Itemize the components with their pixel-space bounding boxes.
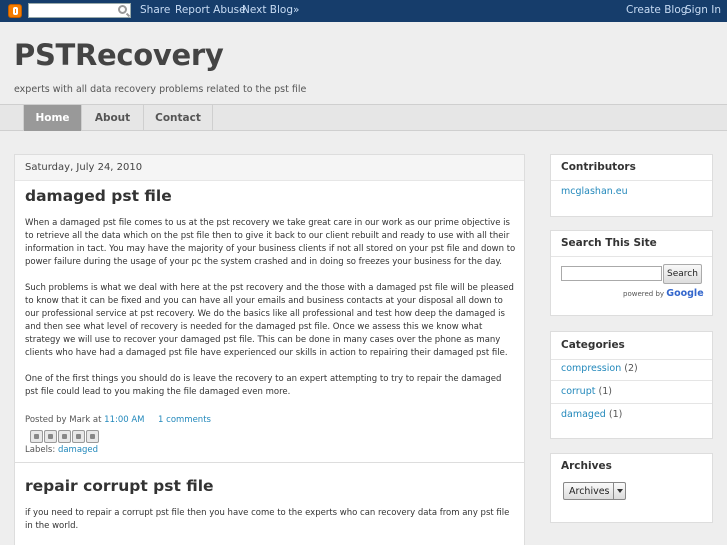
next-blog-link[interactable]: Next Blog»: [242, 4, 300, 16]
post-divider: [15, 462, 525, 463]
categories-widget: [550, 331, 713, 439]
post-body: [25, 507, 517, 545]
blogger-logo-icon[interactable]: [8, 4, 22, 18]
posted-by: Posted by Mark at: [25, 415, 102, 425]
widget-divider: [551, 359, 712, 360]
categories-title: Categories: [561, 339, 625, 351]
widget-divider: [551, 380, 712, 381]
post-time-link[interactable]: 11:00 AM: [104, 415, 145, 425]
share-link[interactable]: Share: [140, 4, 171, 16]
labels-prefix: Labels:: [25, 445, 56, 455]
post-paragraph: Such problems is what we deal with here at the pst recovery and the those with a damaged pst file will be pleased to know that it can be fixed and you can have all your emails and business contacts at your disposal all down to our professional service at pst recovery. We do the basics like all professional and test how deep the damaged is and then see what level of recovery is needed for the damaged pst file. Once we assess this we know what strategy we will use to recover your damaged pst file. This can be done in many cases over the phone as many clients who have had a damaged pst file have experienced our skills in action to repairing their damaged pst file.: [25, 283, 514, 358]
comments-link[interactable]: 1 comments: [158, 415, 211, 425]
post-paragraph: One of the first things you should do is leave the recovery to an expert attempting to try to repair the damaged pst file could lead to you making the file damaged even more.: [25, 374, 502, 397]
search-button[interactable]: Search: [663, 264, 702, 284]
contributor-item: [561, 186, 628, 197]
category-item: [561, 386, 612, 397]
widget-divider: [551, 180, 712, 181]
category-count: (1): [598, 386, 612, 397]
blog-title[interactable]: PSTRecovery: [14, 38, 224, 72]
report-abuse-link[interactable]: Report Abuse: [175, 4, 246, 16]
widget-divider: [551, 403, 712, 404]
post-meta: [25, 415, 211, 425]
google-logo-icon: Google: [666, 288, 704, 299]
search-widget-title: Search This Site: [561, 237, 657, 249]
category-link-compression[interactable]: compression: [561, 363, 622, 374]
share-buttons: [30, 430, 99, 443]
post-paragraph: if you need to repair a corrupt pst file then you have come to the experts who can recovery data from any pst file in the world.: [25, 508, 510, 531]
email-share-icon[interactable]: [30, 430, 43, 443]
category-count: (2): [624, 363, 638, 374]
post-labels: [25, 445, 98, 455]
chevron-down-icon[interactable]: [613, 483, 625, 499]
archives-widget: [550, 453, 713, 523]
site-search-input[interactable]: [561, 266, 662, 281]
post-title[interactable]: repair corrupt pst file: [25, 477, 214, 495]
powered-by-text: powered by: [623, 290, 665, 298]
post-paragraph: When a damaged pst file comes to us at the pst recovery we take great care in our work as our prime objective is to retrieve all the data which on the pst file then to give it back to our client rebuilt and ready to use with all their information in tact. You may have the majority of your business clients if not all stored on your pst file and down to power failure during the usage of your pc the system crashed and in doing so freezes your business for the day.: [25, 218, 516, 267]
blogger-navbar: [0, 0, 727, 22]
post-body: [25, 217, 517, 412]
category-link-damaged[interactable]: damaged: [561, 409, 606, 420]
create-blog-link[interactable]: Create Blog: [626, 4, 688, 16]
category-item: [561, 409, 622, 420]
twitter-share-icon[interactable]: [58, 430, 71, 443]
search-icon[interactable]: [118, 5, 127, 14]
sign-in-link[interactable]: Sign In: [685, 4, 721, 16]
main-content: [14, 154, 525, 545]
blog-description: experts with all data recovery problems related to the pst file: [14, 84, 307, 95]
archives-selected: Archives: [569, 485, 610, 497]
page-tabs: [0, 104, 727, 131]
category-count: (1): [608, 409, 623, 420]
contributors-widget: [550, 154, 713, 217]
contributors-title: Contributors: [561, 161, 636, 173]
search-widget: [550, 230, 713, 316]
category-item: [561, 363, 638, 374]
category-link-corrupt[interactable]: corrupt: [561, 386, 596, 397]
facebook-share-icon[interactable]: [72, 430, 85, 443]
powered-by-google: [623, 288, 704, 299]
tab-home[interactable]: Home: [23, 105, 82, 131]
tab-about[interactable]: About: [82, 105, 144, 131]
archives-title: Archives: [561, 460, 612, 472]
label-link[interactable]: damaged: [57, 445, 99, 455]
date-header: Saturday, July 24, 2010: [15, 155, 525, 181]
navbar-search-input[interactable]: [28, 3, 131, 18]
widget-divider: [551, 256, 712, 257]
archives-dropdown[interactable]: [563, 482, 626, 500]
buzz-share-icon[interactable]: [86, 430, 99, 443]
tab-contact[interactable]: Contact: [144, 105, 213, 131]
blogthis-share-icon[interactable]: [44, 430, 57, 443]
post-title[interactable]: damaged pst file: [25, 187, 172, 205]
contributor-link[interactable]: mcglashan.eu: [561, 186, 628, 197]
